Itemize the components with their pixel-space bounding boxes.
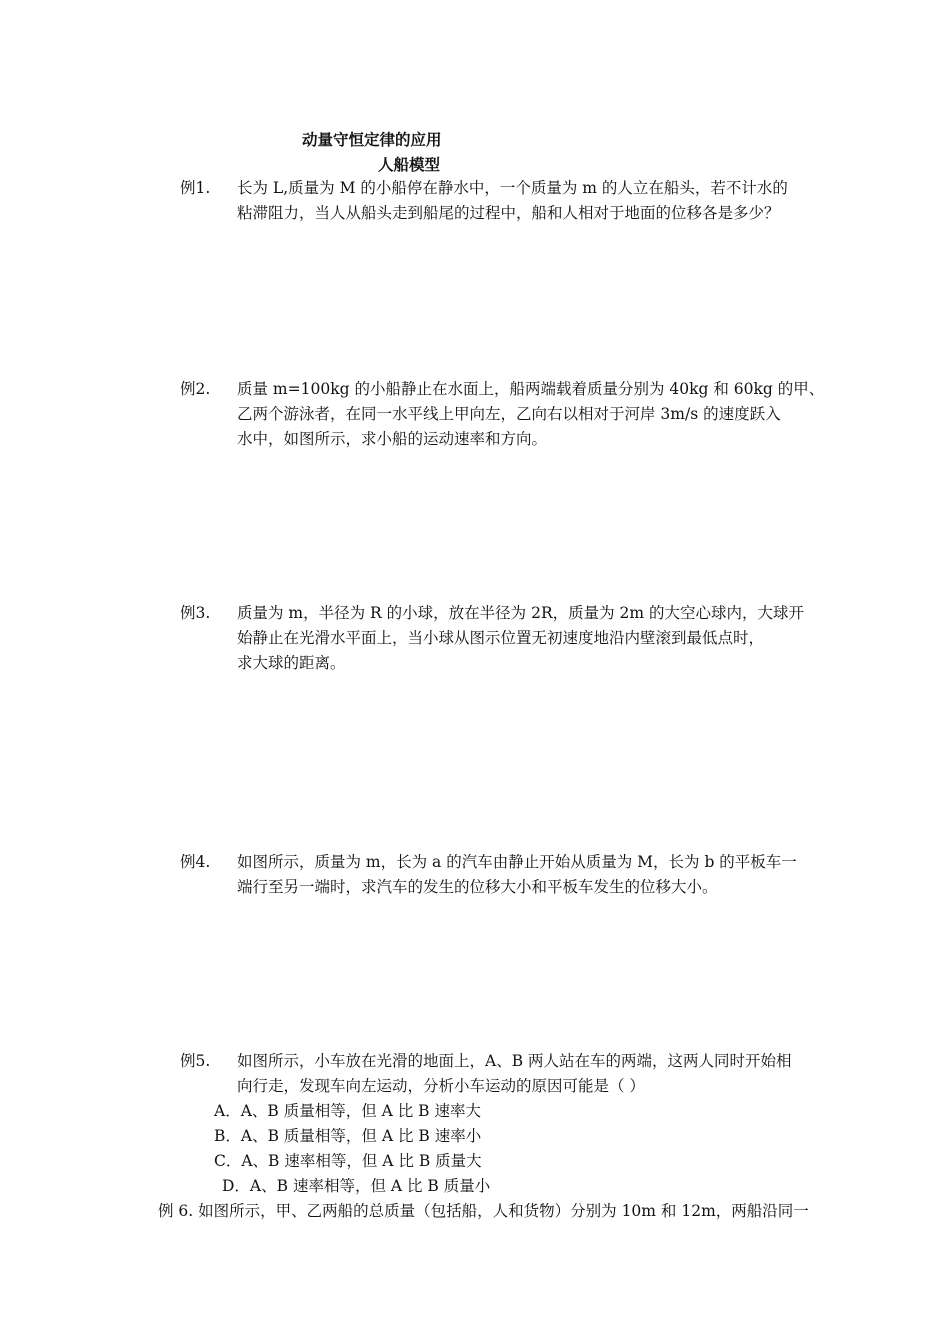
option-c: C．A、B 速率相等，但 A 比 B 质量大 <box>214 1152 482 1170</box>
text-line: 如图所示，小车放在光滑的地面上，A、B 两人站在车的两端，这两人同时开始相 <box>237 1052 792 1070</box>
example-1-number: 例1. <box>180 179 211 197</box>
option-b: B．A、B 质量相等，但 A 比 B 速率小 <box>214 1127 482 1145</box>
example-1-text <box>237 176 788 226</box>
example-2-text <box>237 377 824 452</box>
page-subtitle: 人船模型 <box>378 156 441 174</box>
text-line: 长为 L,质量为 M 的小船停在静水中，一个质量为 m 的人立在船头，若不计水的 <box>237 179 788 197</box>
option-d: D．A、B 速率相等，但 A 比 B 质量小 <box>222 1177 491 1195</box>
text-line: 始静止在光滑水平面上，当小球从图示位置无初速度地沿内壁滚到最低点时， <box>237 629 765 647</box>
example-2-number: 例2. <box>180 380 211 398</box>
text-line: 质量 m=100kg 的小船静止在水面上，船两端载着质量分别为 40kg 和 60kg 的甲、 <box>237 380 825 398</box>
text-line: 向行走，发现车向左运动，分析小车运动的原因可能是（ ） <box>237 1077 645 1095</box>
text-line: 求大球的距离。 <box>237 654 346 672</box>
example-6-text: 例 6. 如图所示，甲、乙两船的总质量（包括船，人和货物）分别为 10m 和 12m，两船沿同一 <box>158 1202 809 1220</box>
example-4-text <box>237 850 797 900</box>
option-a: A．A、B 质量相等，但 A 比 B 速率大 <box>214 1102 481 1120</box>
example-5-text <box>237 1049 792 1099</box>
example-3-text <box>237 601 804 676</box>
text-line: 质量为 m，半径为 R 的小球，放在半径为 2R，质量为 2m 的大空心球内，大球开 <box>237 604 805 622</box>
text-line: 如图所示，质量为 m，长为 a 的汽车由静止开始从质量为 M，长为 b 的平板车一 <box>237 853 797 871</box>
text-line: 水中，如图所示，求小船的运动速率和方向。 <box>237 430 548 448</box>
text-line: 端行至另一端时，求汽车的发生的位移大小和平板车发生的位移大小。 <box>237 878 718 896</box>
example-5-number: 例5. <box>180 1052 211 1070</box>
example-3-number: 例3. <box>180 604 211 622</box>
example-4-number: 例4. <box>180 853 211 871</box>
text-line: 乙两个游泳者，在同一水平线上甲向左，乙向右以相对于河岸 3m/s 的速度跃入 <box>237 405 781 423</box>
text-line: 粘滞阻力，当人从船头走到船尾的过程中，船和人相对于地面的位移各是多少？ <box>237 204 780 222</box>
page-title: 动量守恒定律的应用 <box>302 131 442 149</box>
